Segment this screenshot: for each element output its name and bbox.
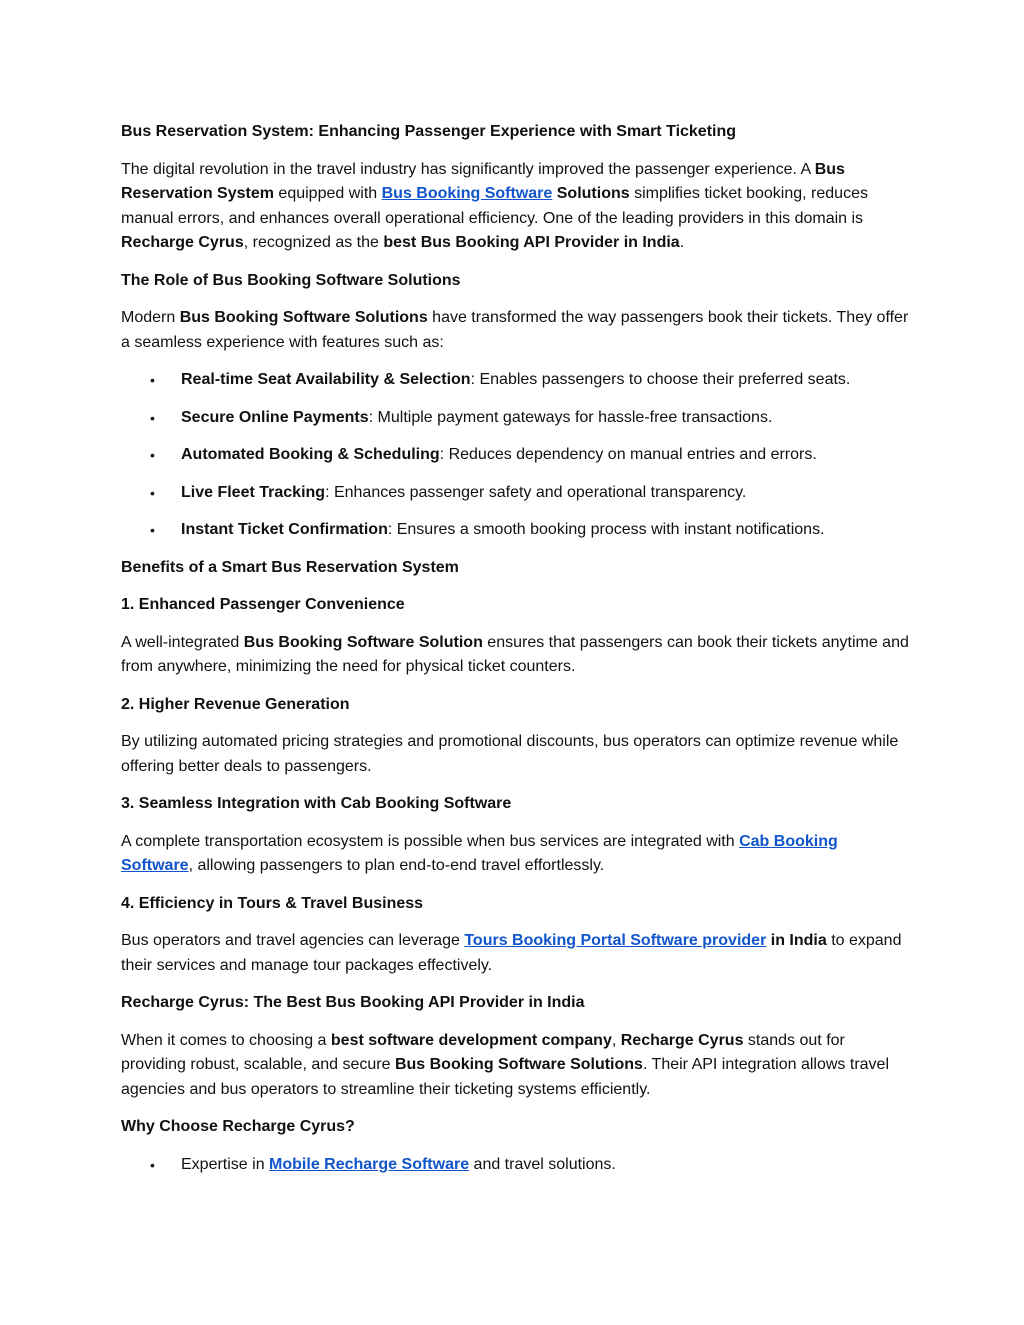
bus-booking-software-link[interactable]: Bus Booking Software xyxy=(381,185,553,202)
text: Bus operators and travel agencies can leverage xyxy=(121,932,465,949)
section-heading-best-provider: Recharge Cyrus: The Best Bus Booking API Provider in India xyxy=(121,994,585,1011)
feature-text: : Ensures a smooth booking process with instant notifications. xyxy=(387,521,825,538)
convenience-paragraph xyxy=(121,631,911,680)
bullet-icon: • xyxy=(150,372,155,388)
revenue-paragraph: By utilizing automated pricing strategies and promotional discounts, bus operators can optimize revenue while offering better deals to passengers. xyxy=(121,733,899,775)
text: , xyxy=(611,1031,621,1049)
subheading-convenience: 1. Enhanced Passenger Convenience xyxy=(121,596,405,613)
bullet-icon: • xyxy=(150,447,155,463)
features-list xyxy=(121,368,911,543)
text: , recognized as the xyxy=(243,234,384,251)
feature-label: Secure Online Payments xyxy=(181,408,369,426)
bold-text: best Bus Booking API Provider in India xyxy=(383,234,680,251)
subheading-efficiency: 4. Efficiency in Tours & Travel Business xyxy=(121,894,424,912)
feature-text: : Reduces dependency on manual entries and errors. xyxy=(439,446,817,463)
best-provider-paragraph xyxy=(121,1029,911,1103)
subheading-revenue: 2. Higher Revenue Generation xyxy=(121,695,350,713)
feature-label: Instant Ticket Confirmation xyxy=(181,521,388,538)
bold-text: Bus Booking Software Solutions xyxy=(179,309,428,326)
text: , allowing passengers to plan end-to-end travel effortlessly. xyxy=(188,857,605,874)
text: The digital revolution in the travel industry has significantly improved the passenger experience. A xyxy=(121,160,815,178)
text: and travel solutions. xyxy=(469,1155,616,1173)
list-item xyxy=(121,368,911,393)
bullet-icon: • xyxy=(150,1156,155,1173)
text: . xyxy=(679,234,685,251)
text: simplifies ticket booking, reduces manual errors, and enhances overall operational efficiency. One of the leading providers in this domain is xyxy=(121,185,868,227)
bold-text: best software development company xyxy=(330,1031,612,1049)
bold-text: Recharge Cyrus xyxy=(121,234,244,251)
text: ensures that passengers can book their tickets anytime and from anywhere, minimizing the need for physical ticket counters. xyxy=(121,633,909,675)
feature-text: : Multiple payment gateways for hassle-free transactions. xyxy=(368,408,773,426)
feature-text: : Enables passengers to choose their preferred seats. xyxy=(470,371,851,388)
section-heading-benefits: Benefits of a Smart Bus Reservation System xyxy=(121,558,459,576)
text: equipped with xyxy=(273,185,382,202)
bold-text: Bus Reservation System xyxy=(121,160,845,202)
text: Modern xyxy=(121,309,180,326)
feature-text: : Enhances passenger safety and operational transparency. xyxy=(325,483,747,501)
tours-booking-portal-link[interactable]: Tours Booking Portal Software provider xyxy=(464,932,767,949)
bullet-icon: • xyxy=(150,484,155,501)
text: have transformed the way passengers book their tickets. They offer a seamless experience with features such as: xyxy=(121,309,909,351)
bullet-icon: • xyxy=(150,522,155,538)
list-item xyxy=(121,481,911,506)
bold-text: in India xyxy=(770,932,827,949)
bold-text: Solutions xyxy=(556,185,630,202)
integration-paragraph xyxy=(121,830,911,879)
list-item xyxy=(121,518,911,543)
document-page xyxy=(121,120,911,1190)
text: to expand their services and manage tour packages effectively. xyxy=(121,932,902,974)
subheading-integration: 3. Seamless Integration with Cab Booking Software xyxy=(121,795,512,812)
mobile-recharge-software-link[interactable]: Mobile Recharge Software xyxy=(269,1155,470,1173)
text: When it comes to choosing a xyxy=(121,1031,331,1049)
role-paragraph xyxy=(121,306,911,355)
feature-label: Live Fleet Tracking xyxy=(181,483,326,501)
cab-booking-software-link[interactable]: Cab Booking Software xyxy=(121,832,838,874)
text: stands out for providing robust, scalable, and secure xyxy=(121,1031,845,1073)
list-item xyxy=(121,443,911,468)
efficiency-paragraph xyxy=(121,929,911,978)
intro-paragraph xyxy=(121,158,911,256)
bold-text: Bus Booking Software Solution xyxy=(243,633,483,651)
text: Expertise in xyxy=(181,1155,270,1173)
list-item xyxy=(121,406,911,431)
bullet-icon: • xyxy=(150,409,155,426)
bold-text: Recharge Cyrus xyxy=(620,1031,744,1049)
section-heading-why: Why Choose Recharge Cyrus? xyxy=(121,1118,355,1135)
document-title: Bus Reservation System: Enhancing Passenger Experience with Smart Ticketing xyxy=(121,123,737,140)
text: A complete transportation ecosystem is possible when bus services are integrated with xyxy=(121,832,740,850)
section-heading-role: The Role of Bus Booking Software Solutions xyxy=(121,271,461,289)
why-list xyxy=(121,1153,911,1178)
feature-label: Real-time Seat Availability & Selection xyxy=(181,371,471,388)
bold-text: Bus Booking Software Solutions xyxy=(394,1056,643,1073)
text: . Their API integration allows travel agencies and bus operators to streamline their ticketing systems efficiently. xyxy=(121,1056,889,1098)
list-item xyxy=(121,1153,911,1178)
text: A well-integrated xyxy=(121,633,244,651)
feature-label: Automated Booking & Scheduling xyxy=(181,446,440,463)
